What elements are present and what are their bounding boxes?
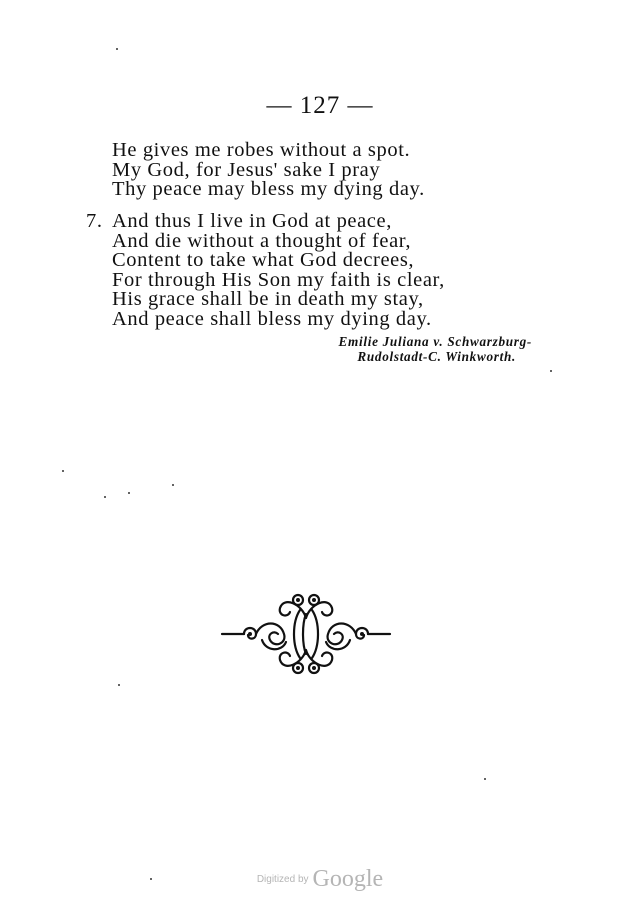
verse-line: He gives me robes without a spot.	[112, 139, 411, 161]
stanza-continuation	[112, 141, 425, 200]
verse-line: And peace shall bless my dying day.	[112, 307, 432, 330]
hymn-attribution	[339, 334, 532, 364]
print-speck	[116, 48, 118, 50]
verse-line: And thus I live in God at peace,	[112, 210, 392, 232]
google-logo: Google	[312, 866, 384, 892]
watermark-prefix: Digitized by	[256, 874, 309, 885]
digitized-by-google-watermark	[0, 866, 640, 893]
verse-line: Content to take what God decrees,	[112, 249, 415, 272]
attribution-line: Rudolstadt-C. Winkworth.	[357, 349, 516, 364]
print-speck	[484, 778, 486, 780]
print-speck	[118, 684, 120, 686]
verse-line: For through His Son my faith is clear,	[112, 268, 445, 291]
verse-line: Thy peace may bless my dying day.	[112, 178, 425, 201]
page-number: — 127 —	[266, 92, 374, 119]
print-speck	[128, 492, 130, 494]
verse-number: 7.	[86, 210, 103, 232]
verse-line: His grace shall be in death my stay,	[112, 288, 424, 311]
verse-line: And die without a thought of fear,	[112, 229, 412, 252]
scroll-flourish-ornament-icon	[218, 588, 394, 680]
print-speck	[172, 484, 174, 486]
print-speck	[62, 470, 64, 472]
print-speck	[550, 370, 552, 372]
attribution-line: Emilie Juliana v. Schwarzburg-	[338, 334, 532, 349]
print-speck	[104, 496, 106, 498]
stanza-7	[86, 210, 445, 330]
verse-line: My God, for Jesus' sake I pray	[112, 158, 381, 181]
